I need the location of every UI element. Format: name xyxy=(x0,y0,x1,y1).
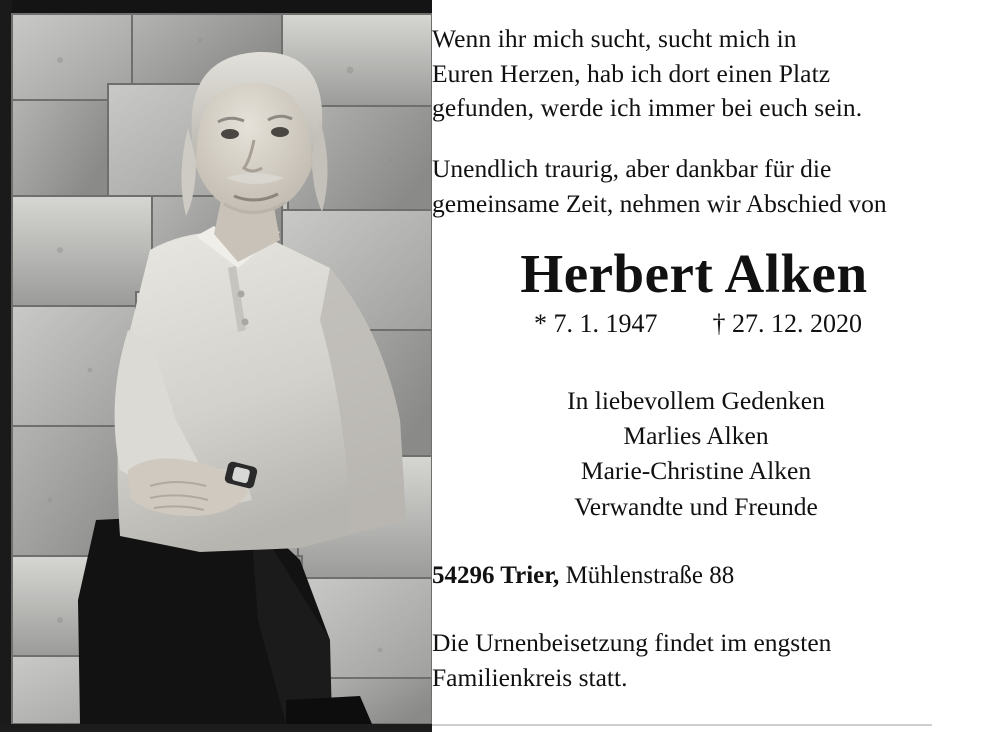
bottom-edge-dark xyxy=(0,724,432,732)
address-city: 54296 Trier, xyxy=(432,561,560,589)
mourners-block xyxy=(432,383,982,524)
verse-line-1: Wenn ihr mich sucht, sucht mich in xyxy=(432,24,797,53)
birth-date: * 7. 1. 1947 xyxy=(534,308,658,338)
mourners-line-3: Marie-Christine Alken xyxy=(580,456,812,486)
closing-line-1: Die Urnenbeisetzung findet im engsten xyxy=(432,628,832,658)
mourners-line-4: Verwandte und Freunde xyxy=(574,491,818,521)
address-line xyxy=(432,560,982,593)
closing-block xyxy=(432,626,982,695)
text-column xyxy=(432,0,1000,724)
closing-line-2: Familienkreis statt. xyxy=(432,662,628,692)
mourners-line-2: Marlies Alken xyxy=(623,421,769,451)
intro-line-1: Unendlich traurig, aber dankbar für die xyxy=(432,154,832,184)
death-date: † 27. 12. 2020 xyxy=(712,308,862,338)
address-street: Mühlenstraße 88 xyxy=(559,561,735,589)
verse-line-3: gefunden, werde ich immer bei euch sein. xyxy=(432,93,863,123)
bottom-edge-line xyxy=(432,724,932,726)
deceased-name: Herbert Alken xyxy=(520,243,868,305)
life-dates xyxy=(432,309,982,339)
verse-line-2: Euren Herzen, hab ich dort einen Platz xyxy=(432,58,831,88)
verse-block xyxy=(432,22,982,126)
mourners-line-1: In liebevollem Gedenken xyxy=(567,385,825,415)
bottom-edge xyxy=(0,724,1000,732)
intro-line-2: gemeinsame Zeit, nehmen wir Abschied von xyxy=(432,188,887,218)
intro-block xyxy=(432,152,982,221)
photo-illustration xyxy=(0,0,432,724)
photo-of-deceased xyxy=(0,0,432,724)
